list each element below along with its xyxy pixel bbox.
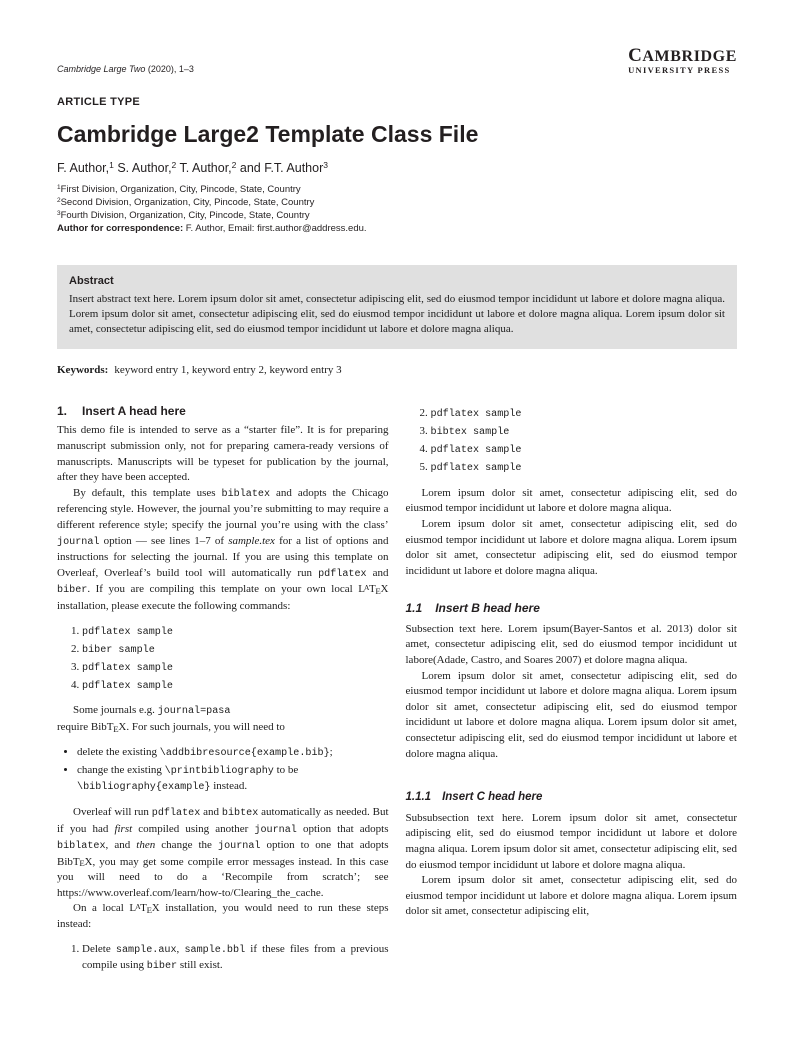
affiliation-line-2: $^2$Second Division, Organization, City, Pincode, State, Country (57, 196, 315, 208)
section-title: Insert B head here (435, 601, 540, 616)
section-heading-1-1 (406, 601, 738, 617)
paragraph: By default, this template uses biblatex and adopts the Chicago referencing style. However, the journal you’re submitting to may require a different reference style; specify the journal you’re using with the class’ journal option — see lines 1–7 of sample.tex for a list of options and instructions for selecting the journal. If you are using this template on Overleaf, Overleaf’s build tool will automatically run pdflatex and biber. If you are compiling this template on your own local $L^ATEX$ installation, please execute the following commands: (57, 486, 389, 612)
bullet-list (57, 745, 389, 796)
section-heading-1 (57, 404, 389, 420)
affiliations-block (57, 183, 737, 235)
column-left (57, 404, 389, 984)
list-item: 3. bibtex sample (431, 424, 738, 441)
paragraph: Subsection text here. Lorem ipsum(Bayer-Santos et al. 2013) dolor sit amet, consectetur adipiscing elit, sed do eiusmod tempor incididunt ut labore(Adade, Castro, and Soares 2007) et dolore magna aliqua. (405, 622, 737, 667)
journal-citation: Cambridge Large Two (2020), 1–3 (57, 63, 194, 74)
list-item: • delete the existing \addbibresource{example.bib}; (77, 745, 389, 762)
column-right (406, 404, 738, 984)
list-item: 5. pdflatex sample (431, 460, 738, 477)
affiliation-line-1: $^1$First Division, Organization, City, Pincode, State, Country (57, 183, 301, 195)
code-command-list-continued (406, 406, 738, 477)
paragraph: This demo file is intended to serve as a “starter file”. It is for preparing manuscript submission only, not for preparing camera-ready versions of manuscripts. Manuscripts will be typeset for publication by the journal, after they have been accepted. (57, 424, 389, 484)
article-type-label: ARTICLE TYPE (57, 95, 141, 108)
two-column-body (57, 404, 737, 984)
abstract-box (57, 265, 737, 349)
logo-university-press-text: UNIVERSITY PRESS (628, 64, 731, 75)
page-header (57, 46, 737, 75)
list-item: 1. Delete sample.aux, sample.bbl if these files from a previous compile using biber still exist. (82, 942, 389, 975)
list-item: • change the existing \printbibliography to be \bibliography{example} instead. (77, 763, 389, 796)
list-item: 1. pdflatex sample (82, 624, 389, 641)
page-title: Cambridge Large2 Template Class File (57, 120, 479, 147)
paragraph: Subsubsection text here. Lorem ipsum dolor sit amet, consectetur adipiscing elit, sed do eiusmod tempor incididunt ut labore et dolore magna aliqua. Lorem ipsum dolor sit amet, consectetur adipiscing elit, sed do eiusmod tempor incididunt ut labore et dolore magna aliqua. (405, 811, 737, 871)
keywords-text: keyword entry 1, keyword entry 2, keyword entry 3 (114, 363, 342, 376)
paragraph: Lorem ipsum dolor sit amet, consectetur adipiscing elit, sed do eiusmod tempor incididunt ut labore et dolore magna aliqua. (405, 486, 737, 515)
section-number: 1. (57, 403, 68, 418)
paragraph: Lorem ipsum dolor sit amet, consectetur adipiscing elit, sed do eiusmod tempor incididunt ut labore et dolore magna aliqua. Lorem ipsum dolor sit amet, consectetur adipiscing elit, sed do eiusmod tempor incididunt ut labore et dolore magna aliqua. Lorem ipsum dolor sit amet, consectetur adipiscing elit, sed do eiusmod tempor incididunt ut labore et dolore magna aliqua. (405, 669, 737, 760)
section-number: 1.1 (405, 601, 423, 616)
list-item: 3. pdflatex sample (82, 660, 389, 677)
keywords-label: Keywords: (57, 363, 109, 376)
section-title: Insert A head here (82, 403, 186, 418)
section-heading-1-1-1 (406, 790, 738, 806)
affiliation-line-3: $^3$Fourth Division, Organization, City, Pincode, State, Country (57, 209, 310, 221)
list-item: 2. pdflatex sample (431, 406, 738, 423)
list-item: 4. pdflatex sample (431, 442, 738, 459)
correspondence-line: Author for correspondence: F. Author, Email: first.author@address.edu. (57, 222, 367, 234)
abstract-heading: Abstract (69, 274, 114, 287)
numbered-step-list (57, 942, 389, 975)
list-item: 2. biber sample (82, 642, 389, 659)
logo-cambridge-text: CAMBRIDGE (628, 45, 737, 66)
list-item: 4. pdflatex sample (82, 678, 389, 695)
paragraph: On a local $L^ATEX$ installation, you would need to run these steps instead: (57, 902, 389, 931)
paragraph: Some journals e.g. journal=pasa require BibTEX. For such journals, you will need to (57, 704, 285, 734)
paragraph: Overleaf will run pdflatex and bibtex automatically as needed. But if you had first compiled using another journal option that adopts biblatex, and then change the journal option to one that adopts BibTEX, you may get some compile error messages instead. In this case you will need to do a ‘Recompile from scratch’; see https://www.overleaf.com/learn/how-to/Clearing_the_cache. (57, 805, 389, 899)
section-title: Insert C head here (442, 791, 543, 804)
abstract-text: Insert abstract text here. Lorem ipsum dolor sit amet, consectetur adipiscing elit, sed do eiusmod tempor incididunt ut labore et dolore magna aliqua. Lorem ipsum dolor sit amet, consectetur adipiscing elit, sed do eiusmod tempor incididunt ut labore et dolore magna aliqua. Lorem ipsum dolor sit amet, consectetur adipiscing elit, sed do eiusmod tempor incididunt ut labore et dolore magna aliqua. (69, 292, 725, 335)
paragraph: Lorem ipsum dolor sit amet, consectetur adipiscing elit, sed do eiusmod tempor incididunt ut labore et dolore magna aliqua. Lorem ipsum dolor sit amet, consectetur adipiscing elit, (405, 874, 737, 918)
paragraph: Lorem ipsum dolor sit amet, consectetur adipiscing elit, sed do eiusmod tempor incididunt ut labore et dolore magna aliqua. Lorem ipsum dolor sit amet, consectetur adipiscing elit, sed do eiusmod tempor incididunt ut labore et dolore magna aliqua. (405, 517, 737, 577)
cambridge-university-press-logo (628, 46, 737, 75)
keywords-line (57, 364, 737, 376)
authors-line: F. Author,$^1$ S. Author,$^2$ T. Author,$^2$ and F.T. Author$^3$ (57, 160, 328, 175)
section-number: 1.1.1 (405, 791, 432, 804)
code-command-list (57, 624, 389, 695)
